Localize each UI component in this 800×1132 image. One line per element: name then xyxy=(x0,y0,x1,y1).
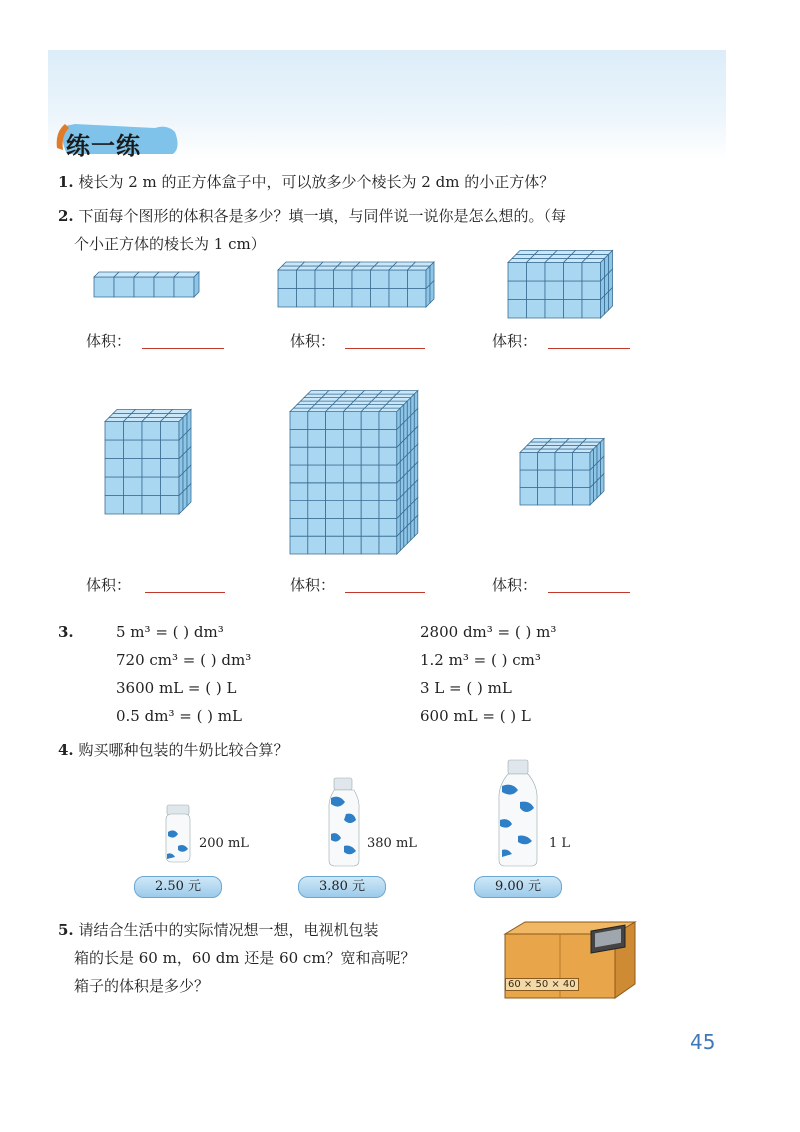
cuboid-5-front-cell xyxy=(326,483,344,501)
question-4-text: 购买哪种包装的牛奶比较合算？ xyxy=(78,741,289,759)
cuboid-2-front-cell xyxy=(297,270,316,289)
answer-blank-5[interactable] xyxy=(345,592,425,593)
question-2-text-line2: 个小正方体的棱长为 1 cm） xyxy=(74,235,266,253)
cuboid-5-front-cell xyxy=(290,412,308,430)
cuboid-6-side-cell xyxy=(597,442,601,463)
question-2-number: 2. xyxy=(58,207,74,225)
cuboid-5-side-cell xyxy=(404,401,408,422)
cuboid-4-front-cell xyxy=(142,477,161,496)
cuboid-5-front-cell xyxy=(361,447,379,465)
cuboid-2-front-cell xyxy=(408,270,427,289)
cuboid-3-front-cell xyxy=(564,263,583,282)
cuboid-2-front-cell xyxy=(371,270,390,289)
question-1-number: 1. xyxy=(58,173,74,191)
milk-bottle-medium xyxy=(329,778,359,866)
cuboid-5-front-cell xyxy=(343,429,361,447)
cuboid-5-side-cell xyxy=(400,405,404,426)
cuboid-3-front-cell xyxy=(527,281,546,300)
question-3-number: 3. xyxy=(58,623,74,641)
cuboid-3-front-cell xyxy=(508,300,527,319)
cuboid-6-front-cell xyxy=(538,453,556,471)
answer-blank-4[interactable] xyxy=(145,592,225,593)
cuboid-6-front-cell xyxy=(573,453,591,471)
cuboid-4-front-cell xyxy=(105,459,124,478)
cuboid-3-front-cell xyxy=(582,281,601,300)
milk-volume-1: 200 mL xyxy=(199,836,249,851)
cuboid-4-side-cell xyxy=(183,414,187,437)
cuboid-5-front-cell xyxy=(308,465,326,483)
question-5-text-line3: 箱子的体积是多少？ xyxy=(74,977,210,995)
cuboid-5-side-cell xyxy=(407,398,411,419)
cuboid-5-side-cell xyxy=(411,394,415,415)
milk-bottles xyxy=(0,750,800,900)
cuboid-5-front-cell xyxy=(326,412,344,430)
cuboid-5-front-cell xyxy=(326,447,344,465)
conversion-6: 3 L = ( ) mL xyxy=(420,679,512,697)
cuboid-5-front-cell xyxy=(326,536,344,554)
cuboid-4-front-cell xyxy=(142,440,161,459)
cuboid-3-front-cell xyxy=(508,263,527,282)
cuboid-5-front-cell xyxy=(290,447,308,465)
tv-box-illustration xyxy=(495,918,645,1004)
cuboid-5-front-cell xyxy=(361,412,379,430)
cuboid-6-side-cell xyxy=(594,446,598,467)
cuboid-6-front-cell xyxy=(520,488,538,506)
cuboid-3-front-cell xyxy=(564,281,583,300)
cuboid-5-front-cell xyxy=(290,536,308,554)
cuboid-5-front-cell xyxy=(361,465,379,483)
milk-bottle-large xyxy=(499,760,537,866)
cuboid-5-front-cell xyxy=(343,465,361,483)
volume-label-5: 体积： xyxy=(290,576,336,594)
cuboid-5-front-cell xyxy=(361,536,379,554)
cuboid-1-side-cell xyxy=(194,272,199,297)
cuboid-4-front-cell xyxy=(124,496,143,515)
cuboid-6-side-cell xyxy=(590,449,594,470)
cuboid-4-front-cell xyxy=(142,496,161,515)
cuboid-5-front-cell xyxy=(326,465,344,483)
cuboid-5-front-cell xyxy=(343,536,361,554)
volume-label-1: 体积： xyxy=(86,332,132,350)
cuboid-2-front-cell xyxy=(278,270,297,289)
cuboid-1-front-cell xyxy=(94,277,114,297)
milk-price-3: 9.00 元 xyxy=(474,876,562,898)
cuboid-2-front-cell xyxy=(389,289,408,308)
cuboid-5-front-cell xyxy=(361,518,379,536)
cuboid-4-front-cell xyxy=(142,422,161,441)
cuboid-3-side-cell xyxy=(601,259,605,282)
conversion-1: 5 m³ = ( ) dm³ xyxy=(116,623,224,641)
question-2-text-line1: 下面每个图形的体积各是多少？填一填，与同伴说一说你是怎么想的。（每 xyxy=(78,207,566,225)
cuboid-5-front-cell xyxy=(343,447,361,465)
cuboid-5-front-cell xyxy=(379,518,397,536)
volume-label-3: 体积： xyxy=(492,332,538,350)
milk-volume-3: 1 L xyxy=(549,836,571,851)
cuboid-3-front-cell xyxy=(545,263,564,282)
cuboid-3-front-cell xyxy=(545,281,564,300)
conversion-2: 2800 dm³ = ( ) m³ xyxy=(420,623,557,641)
conversion-7: 0.5 dm³ = ( ) mL xyxy=(116,707,242,725)
cuboid-2-front-cell xyxy=(278,289,297,308)
cuboid-2-front-cell xyxy=(334,270,353,289)
cuboid-5-front-cell xyxy=(290,518,308,536)
cuboid-4-front-cell xyxy=(161,496,180,515)
cuboid-3-side-cell xyxy=(609,251,613,274)
cuboid-6-front-cell xyxy=(555,488,573,506)
milk-volume-2: 380 mL xyxy=(367,836,417,851)
cuboid-5-front-cell xyxy=(379,465,397,483)
cuboid-5-front-cell xyxy=(308,501,326,519)
cuboid-4-front-cell xyxy=(161,459,180,478)
cuboid-4-front-cell xyxy=(105,422,124,441)
cuboid-2-front-cell xyxy=(389,270,408,289)
conversion-4: 1.2 m³ = ( ) cm³ xyxy=(420,651,541,669)
cuboid-2-front-cell xyxy=(371,289,390,308)
cuboid-5-front-cell xyxy=(326,518,344,536)
cuboid-5-front-cell xyxy=(290,501,308,519)
cuboid-4-front-cell xyxy=(124,459,143,478)
cuboid-3-side-cell xyxy=(605,255,609,278)
cuboid-5-front-cell xyxy=(308,483,326,501)
cuboid-1-front-cell xyxy=(114,277,134,297)
cuboid-4-front-cell xyxy=(105,440,124,459)
cuboid-2-side-cell xyxy=(426,266,430,289)
cuboid-5-side-cell xyxy=(414,391,418,412)
cuboid-5-front-cell xyxy=(308,536,326,554)
cuboid-5-front-cell xyxy=(308,429,326,447)
answer-blank-1[interactable] xyxy=(142,348,224,349)
cuboid-5-front-cell xyxy=(308,412,326,430)
cuboid-4-front-cell xyxy=(142,459,161,478)
cuboid-4-side-cell xyxy=(187,410,191,433)
cuboid-3-front-cell xyxy=(582,263,601,282)
cuboid-3-front-cell xyxy=(508,281,527,300)
cuboid-4-front-cell xyxy=(124,422,143,441)
milk-price-2: 3.80 元 xyxy=(298,876,386,898)
cuboid-6-front-cell xyxy=(555,470,573,488)
question-5-number: 5. xyxy=(58,921,74,939)
cuboid-6-front-cell xyxy=(538,488,556,506)
cuboid-5-front-cell xyxy=(379,447,397,465)
cuboid-5-front-cell xyxy=(290,483,308,501)
milk-price-1: 2.50 元 xyxy=(134,876,222,898)
cuboid-3-front-cell xyxy=(527,263,546,282)
cuboid-4-front-cell xyxy=(161,477,180,496)
cuboid-1-front-cell xyxy=(134,277,154,297)
cuboid-4-front-cell xyxy=(124,477,143,496)
question-5-text-line1: 请结合生活中的实际情况想一想，电视机包装 xyxy=(78,921,379,939)
question-5-text-line2: 箱的长是 60 m，60 dm 还是 60 cm？宽和高呢？ xyxy=(74,949,416,967)
cuboid-3-front-cell xyxy=(527,300,546,319)
cuboid-2-front-cell xyxy=(352,270,371,289)
cuboid-5-front-cell xyxy=(379,501,397,519)
volume-label-4: 体积： xyxy=(86,576,132,594)
cuboid-5-front-cell xyxy=(343,518,361,536)
cuboid-5-front-cell xyxy=(290,429,308,447)
cuboid-4-front-cell xyxy=(105,496,124,515)
volume-label-2: 体积： xyxy=(290,332,336,350)
cuboid-2-front-cell xyxy=(352,289,371,308)
question-4-number: 4. xyxy=(58,741,74,759)
cuboid-2-front-cell xyxy=(408,289,427,308)
answer-blank-6[interactable] xyxy=(548,592,630,593)
cuboid-5-front-cell xyxy=(343,412,361,430)
answer-blank-2[interactable] xyxy=(345,348,425,349)
cuboid-4-front-cell xyxy=(161,440,180,459)
cuboid-5-front-cell xyxy=(326,429,344,447)
cuboid-5-front-cell xyxy=(361,429,379,447)
cuboid-5-front-cell xyxy=(379,429,397,447)
cuboid-4-side-cell xyxy=(179,418,183,441)
cuboid-5-front-cell xyxy=(361,483,379,501)
cuboid-4-front-cell xyxy=(161,422,180,441)
cuboid-2-side-cell xyxy=(430,262,434,285)
cuboid-6-front-cell xyxy=(538,470,556,488)
cuboid-5-front-cell xyxy=(343,483,361,501)
cuboid-5-front-cell xyxy=(290,465,308,483)
cuboid-5-front-cell xyxy=(379,536,397,554)
cuboid-5-front-cell xyxy=(308,518,326,536)
conversion-3: 720 cm³ = ( ) dm³ xyxy=(116,651,252,669)
cuboid-6-front-cell xyxy=(555,453,573,471)
cuboid-1-front-cell xyxy=(154,277,174,297)
cuboid-5-front-cell xyxy=(379,483,397,501)
cuboid-5-front-cell xyxy=(379,412,397,430)
cuboid-3-front-cell xyxy=(582,300,601,319)
cuboid-6-front-cell xyxy=(573,470,591,488)
cuboid-5-front-cell xyxy=(361,501,379,519)
cuboid-5-front-cell xyxy=(326,501,344,519)
cuboid-5-side-cell xyxy=(397,408,401,429)
tv-box-label: 60 × 50 × 40 xyxy=(505,978,579,991)
cuboid-4-front-cell xyxy=(105,477,124,496)
conversion-8: 600 mL = ( ) L xyxy=(420,707,531,725)
cuboid-3-front-cell xyxy=(545,300,564,319)
volume-label-6: 体积： xyxy=(492,576,538,594)
question-1-text: 棱长为 2 m 的正方体盒子中，可以放多少个棱长为 2 dm 的小正方体？ xyxy=(78,173,555,191)
cuboid-2-front-cell xyxy=(315,270,334,289)
cuboid-3-front-cell xyxy=(564,300,583,319)
conversion-5: 3600 mL = ( ) L xyxy=(116,679,237,697)
cuboid-2-front-cell xyxy=(334,289,353,308)
cuboid-5-front-cell xyxy=(343,501,361,519)
cuboid-2-front-cell xyxy=(315,289,334,308)
cuboid-6-front-cell xyxy=(520,453,538,471)
cuboid-1-front-cell xyxy=(174,277,194,297)
cuboid-6-front-cell xyxy=(573,488,591,506)
cuboid-6-side-cell xyxy=(601,439,605,460)
answer-blank-3[interactable] xyxy=(548,348,630,349)
cuboid-4-front-cell xyxy=(124,440,143,459)
cuboid-6-front-cell xyxy=(520,470,538,488)
page-number: 45 xyxy=(690,1030,716,1054)
question-5-line1 xyxy=(58,918,378,942)
section-title: 练一练 xyxy=(66,132,141,160)
cuboid-5-front-cell xyxy=(308,447,326,465)
milk-bottle-small xyxy=(166,805,190,862)
cuboid-2-front-cell xyxy=(297,289,316,308)
